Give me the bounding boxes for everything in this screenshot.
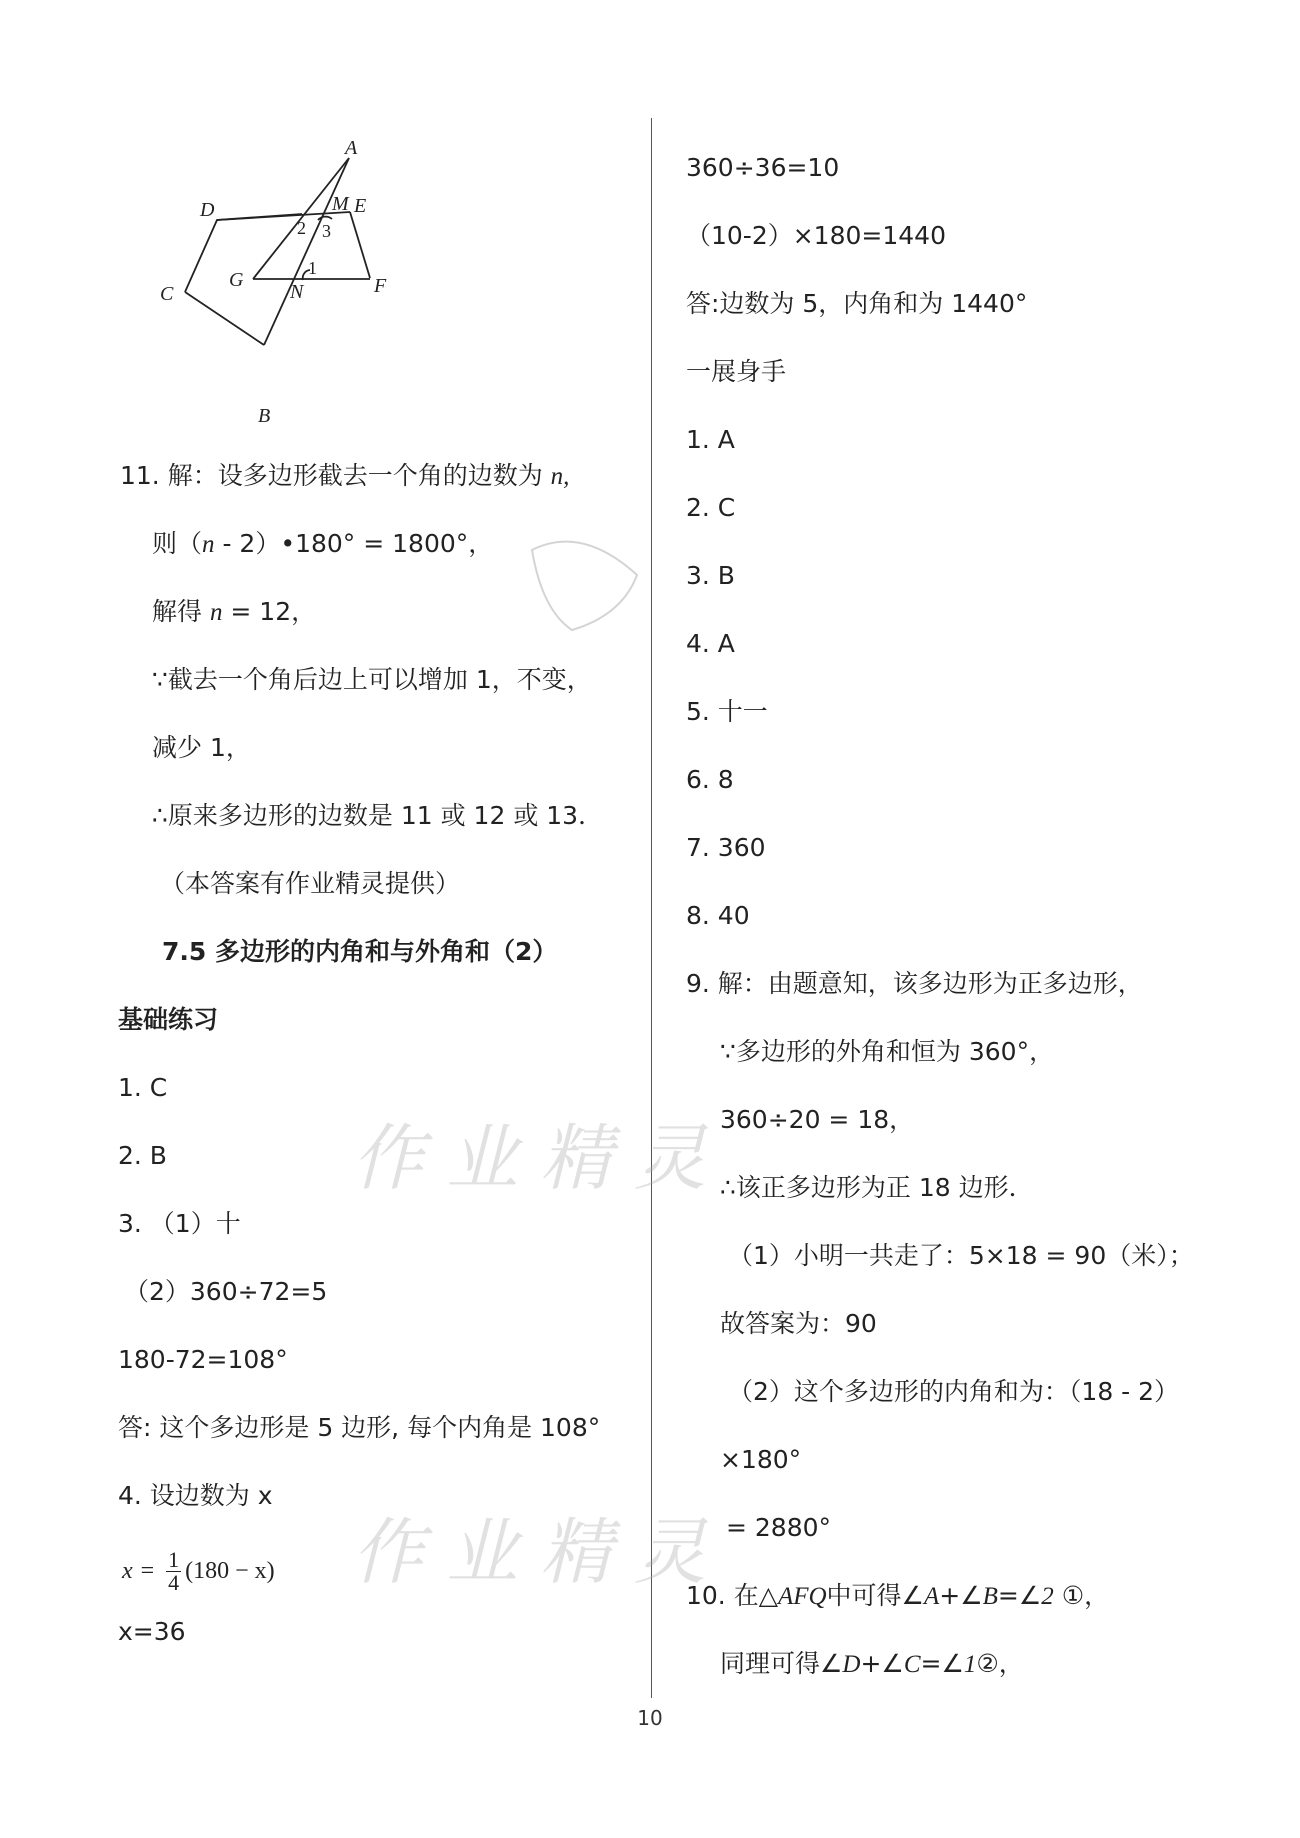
- q11-line-1: 11. 解：设多边形截去一个角的边数为 n,: [120, 461, 570, 490]
- right-answer-9-part-1-answer: 故答案为：90: [720, 1309, 877, 1338]
- right-answer-1: 1. A: [686, 425, 735, 454]
- fig-label-3: 3: [322, 221, 331, 241]
- left-answer-4: 4. 设边数为 x: [118, 1481, 273, 1510]
- q11-line-5: 减少 1，: [152, 733, 251, 762]
- fig-line-cd: [185, 214, 302, 292]
- right-answer-3: 3. B: [686, 561, 735, 590]
- right-answer-7: 7. 360: [686, 833, 766, 862]
- equation: x = $\frac{1}{4}$ (180 − x): [122, 1546, 275, 1595]
- right-answer-9-part-2-result: = 2880°: [726, 1513, 832, 1542]
- right-answer-9-line-4: ∴该正多边形为正 18 边形．: [720, 1173, 1034, 1202]
- fig-line-cb: [185, 292, 264, 345]
- left-answer-2: 2. B: [118, 1141, 167, 1170]
- geometry-figure: [140, 140, 440, 430]
- fig-label-e: E: [354, 195, 367, 217]
- fig-label-g: G: [229, 269, 244, 291]
- right-answer-4: 4. A: [686, 629, 735, 658]
- right-answer-9-line-2: ∵多边形的外角和恒为 360°，: [720, 1037, 1055, 1066]
- fig-label-f: F: [374, 275, 387, 297]
- left-answer-3-2: （2）360÷72=5: [124, 1277, 328, 1306]
- fig-line-ab: [264, 158, 349, 345]
- fig-label-b: B: [258, 405, 271, 427]
- watermark-text-1: 作业精灵: [352, 1116, 729, 1200]
- fig-label-d: D: [200, 199, 215, 221]
- right-answer-5: 5. 十一: [686, 697, 768, 726]
- right-answer-9-part-2-cont: ×180°: [720, 1445, 802, 1474]
- right-answer-9-line-3: 360÷20 = 18，: [720, 1105, 915, 1134]
- fig-label-c: C: [160, 283, 174, 305]
- left-answer-3: 3. （1）十: [118, 1209, 241, 1238]
- right-answer-8: 8. 40: [686, 901, 750, 930]
- fig-line-de: [217, 212, 350, 220]
- page-number: 10: [637, 1706, 663, 1730]
- right-section: 一展身手: [686, 357, 787, 386]
- right-answer-10: 10. 在△AFQ中可得∠A+∠B=∠2 ①，: [686, 1581, 1110, 1610]
- right-answer-2: 2. C: [686, 493, 736, 522]
- q11-line-2: 则（n - 2）•180° = 1800°，: [152, 529, 494, 558]
- fig-label-a: A: [345, 140, 358, 159]
- right-line-1: 360÷36=10: [686, 153, 840, 182]
- right-line-3: 答:边数为 5，内角和为 1440°: [686, 289, 1028, 318]
- fig-label-1: 1: [308, 258, 317, 278]
- right-answer-6: 6. 8: [686, 765, 734, 794]
- q11-line-4: ∵截去一个角后边上可以增加 1，不变，: [152, 665, 592, 694]
- q11-credit: （本答案有作业精灵提供）: [160, 869, 461, 898]
- left-answer-3-calc: 180-72=108°: [118, 1345, 288, 1374]
- left-answer-1: 1. C: [118, 1073, 168, 1102]
- subsection-title: 基础练习: [118, 1005, 219, 1034]
- watermark-stamp: [512, 520, 652, 640]
- right-answer-9-part-1: （1）小明一共走了：5×18 = 90（米）；: [728, 1241, 1194, 1270]
- fig-line-ef: [350, 212, 370, 278]
- right-line-2: （10-2）×180=1440: [686, 221, 946, 250]
- right-answer-9: 9. 解：由题意知，该多边形为正多边形，: [686, 969, 1143, 998]
- q11-line-3: 解得 n = 12，: [152, 597, 317, 626]
- x-result: x=36: [118, 1617, 186, 1646]
- left-answer-3-conclusion: 答: 这个多边形是 5 边形, 每个内角是 108°: [118, 1413, 601, 1442]
- q11-line-6: ∴原来多边形的边数是 11 或 12 或 13．: [152, 801, 604, 830]
- fig-label-n: N: [290, 281, 304, 303]
- fig-label-m: M: [332, 193, 349, 215]
- fraction: $\frac{1}{4}$: [168, 1546, 180, 1595]
- right-answer-9-part-2: （2）这个多边形的内角和为：（18 - 2）: [728, 1377, 1180, 1406]
- watermark-text-2: 作业精灵: [352, 1510, 729, 1594]
- right-answer-10-line-2: 同理可得∠D+∠C=∠1②，: [720, 1649, 1024, 1678]
- section-title: 7.5 多边形的内角和与外角和（2）: [162, 937, 558, 966]
- column-divider: [651, 118, 652, 1698]
- fig-label-2: 2: [297, 218, 306, 238]
